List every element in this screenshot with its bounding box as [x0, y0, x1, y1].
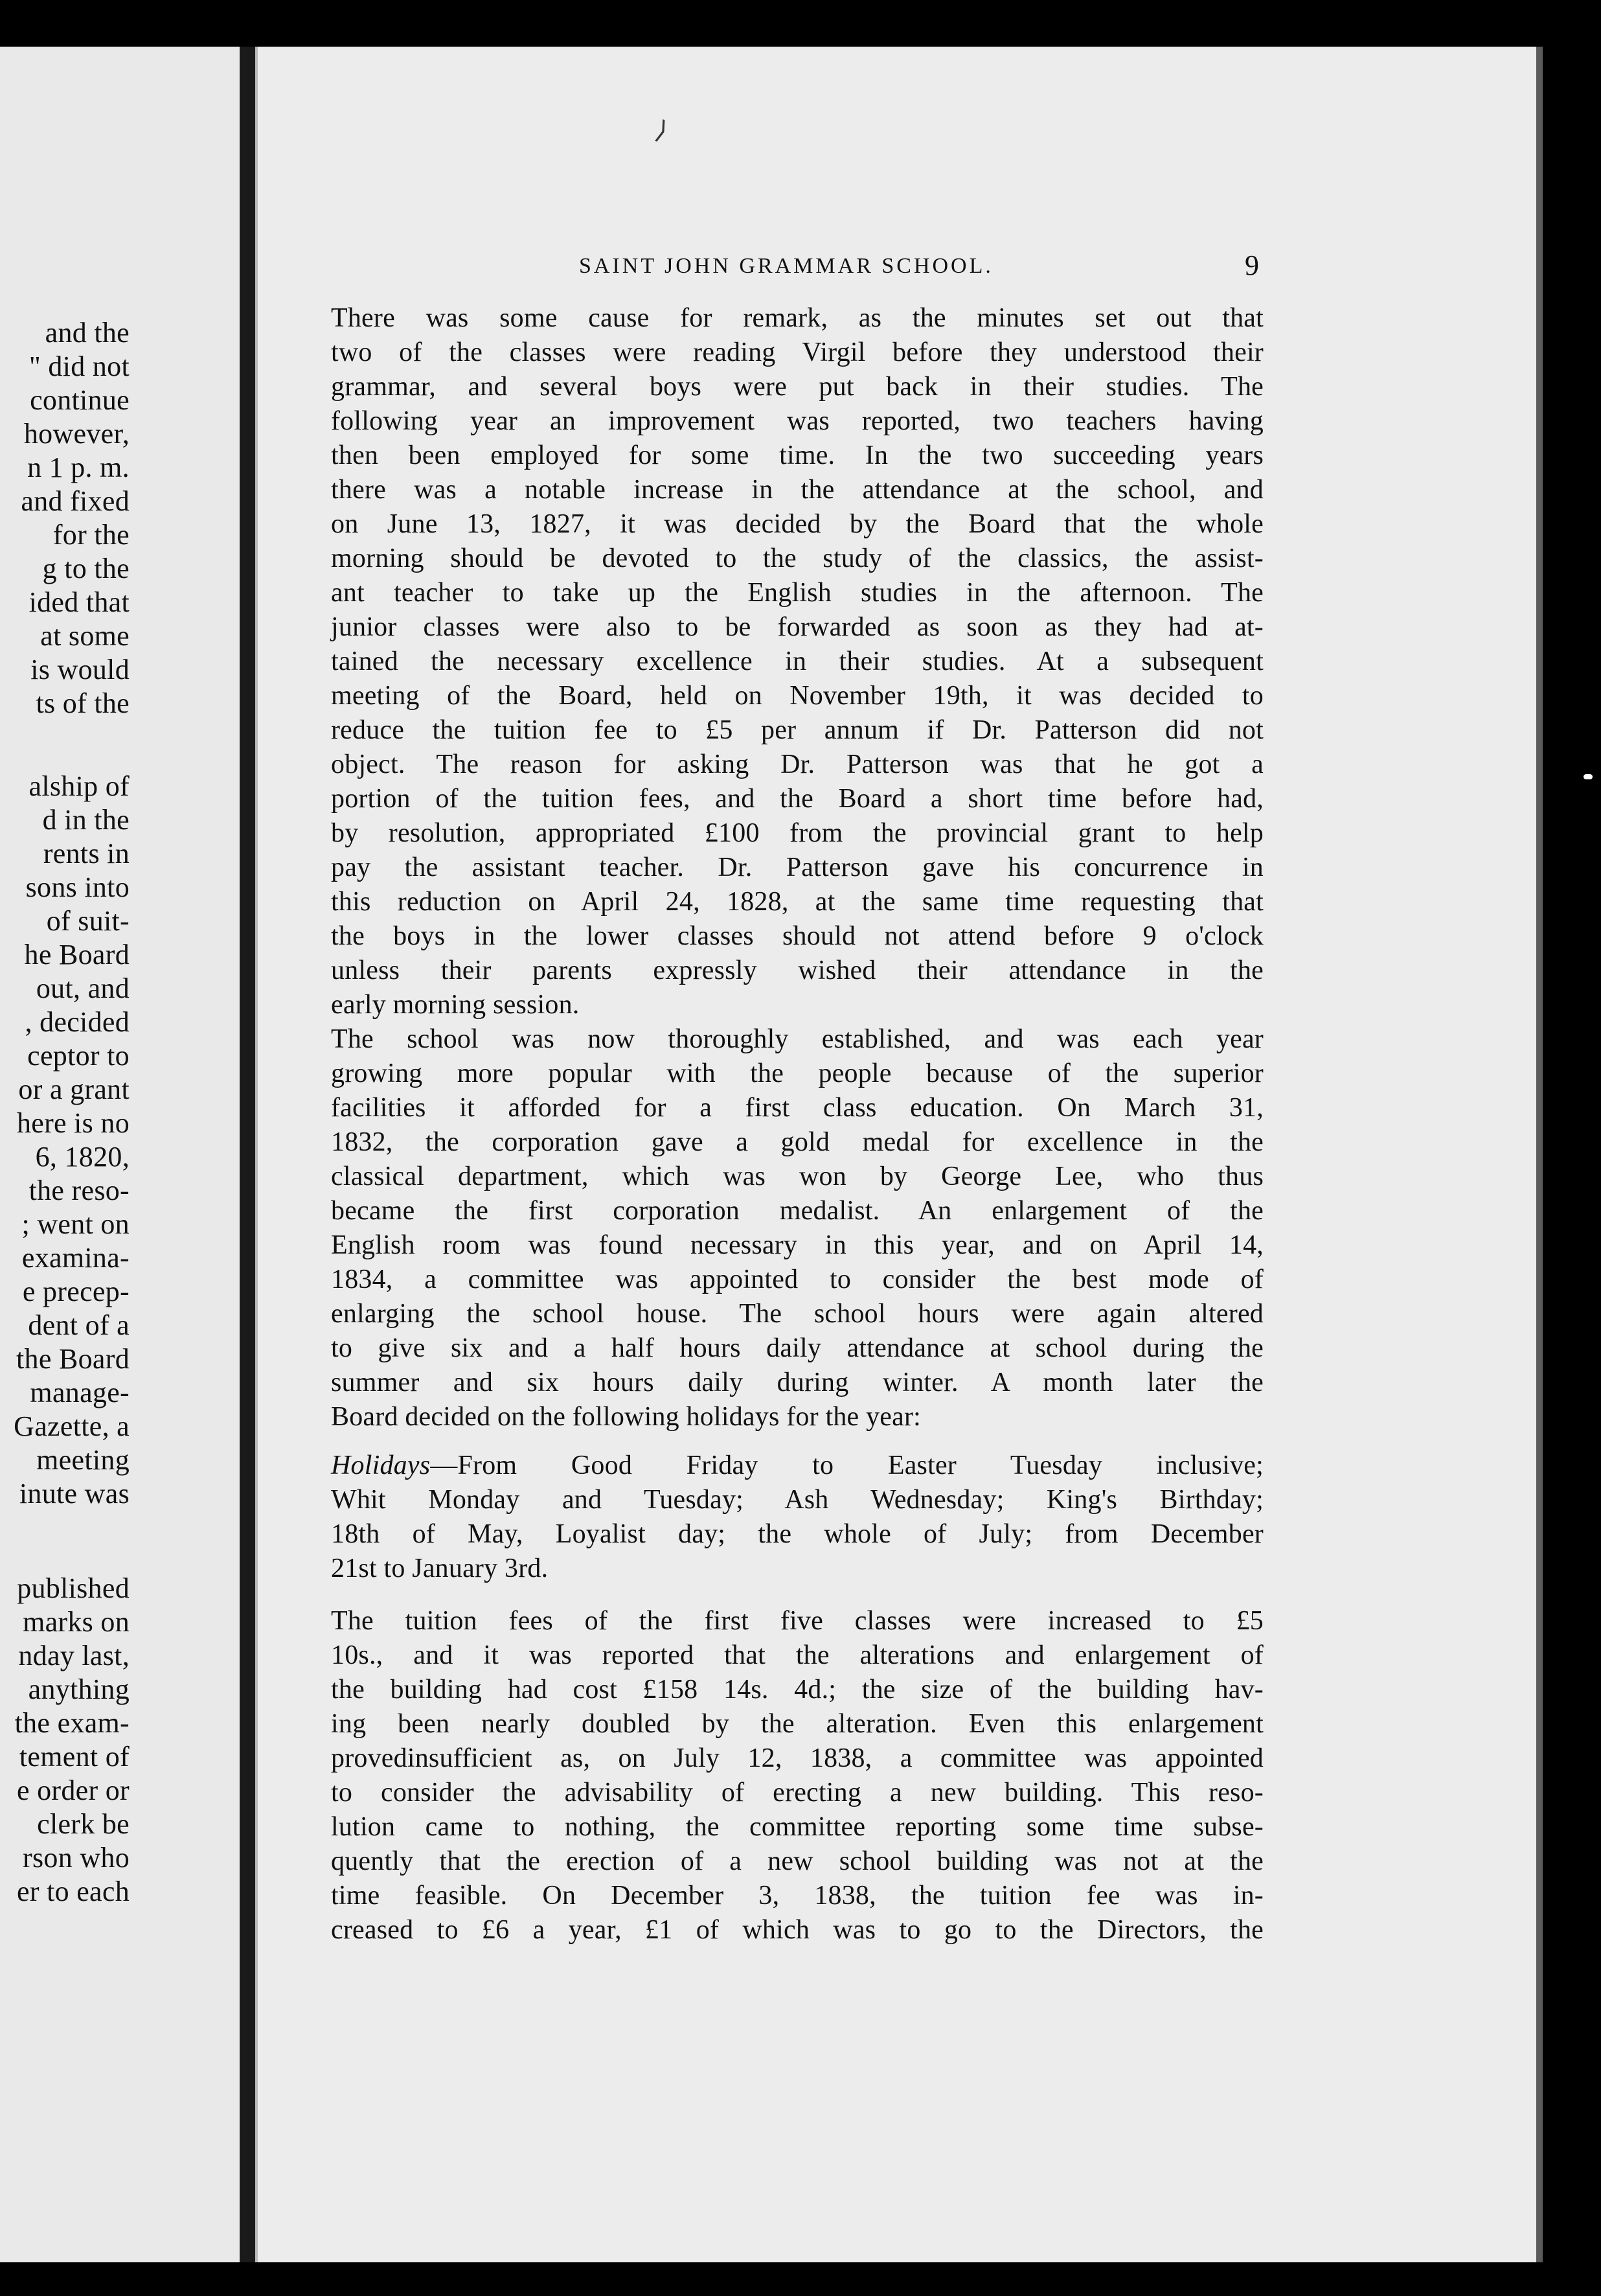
- text-line: following year an improvement was reported, two teachers having: [331, 406, 1264, 436]
- text-line: on June 13, 1827, it was decided by the Board that the whole: [331, 509, 1264, 539]
- left-page-line: anything: [28, 1673, 130, 1705]
- left-page-line: er to each: [17, 1876, 130, 1907]
- left-page-line: out, and: [36, 972, 130, 1004]
- text-line: 1832, the corporation gave a gold medal for excellence in the: [331, 1127, 1264, 1157]
- scan-mark: ⟩: [652, 115, 672, 146]
- left-page-line: meeting: [36, 1444, 130, 1476]
- text-line: meeting of the Board, held on November 19th, it was decided to: [331, 681, 1264, 711]
- text-line: by resolution, appropriated £100 from the provincial grant to help: [331, 818, 1264, 848]
- left-page-line: tement of: [19, 1741, 130, 1773]
- text-line: 1834, a committee was appointed to consider the best mode of: [331, 1265, 1264, 1294]
- text-line: this reduction on April 24, 1828, at the same time requesting that: [331, 887, 1264, 917]
- text-line: enlarging the school house. The school hours were again altered: [331, 1299, 1264, 1329]
- text-line: The school was now thoroughly established, and was each year: [331, 1024, 1264, 1054]
- left-page-line: or a grant: [18, 1073, 130, 1105]
- text-line: reduce the tuition fee to £5 per annum if Dr. Patterson did not: [331, 715, 1264, 745]
- left-page-line: continue: [30, 384, 130, 416]
- left-page-line: sons into: [25, 871, 130, 903]
- left-page-fragment: [0, 47, 240, 2262]
- text-line: portion of the tuition fees, and the Board a short time before had,: [331, 784, 1264, 814]
- left-page-line: at some: [40, 620, 130, 652]
- text-line: then been employed for some time. In the two succeeding years: [331, 441, 1264, 470]
- text-line: The tuition fees of the first five classes were increased to £5: [331, 1606, 1264, 1636]
- text-line: 21st to January 3rd.: [331, 1554, 549, 1583]
- left-page-line: is would: [30, 654, 130, 685]
- text-line: grammar, and several boys were put back in their studies. The: [331, 372, 1264, 402]
- left-page-line: examina-: [21, 1242, 130, 1274]
- text-line: classical department, which was won by George Lee, who thus: [331, 1162, 1264, 1191]
- text-line: [331, 1449, 1264, 1482]
- text-line: English room was found necessary in this year, and on April 14,: [331, 1230, 1264, 1260]
- left-page-line: Gazette, a: [14, 1410, 130, 1442]
- text-line: pay the assistant teacher. Dr. Patterson gave his concurrence in: [331, 853, 1264, 882]
- left-page-line: e precep-: [22, 1276, 130, 1307]
- holidays-text: —From Good Friday to Easter Tuesday inclusive;: [430, 1451, 1264, 1480]
- text-line: time feasible. On December 3, 1838, the tuition fee was in-: [331, 1881, 1264, 1911]
- left-page-line: clerk be: [37, 1808, 130, 1840]
- left-page-line: e order or: [16, 1774, 130, 1806]
- running-header: SAINT JOHN GRAMMAR SCHOOL.: [579, 254, 994, 278]
- left-page-line: g to the: [42, 553, 130, 584]
- left-page-line: for the: [52, 519, 130, 551]
- text-line: to consider the advisability of erecting a new building. This reso-: [331, 1778, 1264, 1808]
- left-page-line: ceptor to: [27, 1040, 130, 1072]
- left-page-line: dent of a: [28, 1309, 130, 1341]
- left-page-line: the reso-: [28, 1175, 130, 1206]
- text-line: morning should be devoted to the study of the classics, the assist-: [331, 544, 1264, 573]
- left-page-line: rson who: [23, 1842, 130, 1874]
- book-gutter: [240, 47, 255, 2262]
- left-page-line: ts of the: [36, 687, 130, 719]
- text-line: early morning session.: [331, 990, 580, 1020]
- text-line: there was a notable increase in the attendance at the school, and: [331, 475, 1264, 505]
- text-line: Whit Monday and Tuesday; Ash Wednesday; King's Birthday;: [331, 1485, 1264, 1515]
- left-page-line: the Board: [16, 1343, 130, 1375]
- left-page-line: he Board: [24, 939, 130, 970]
- left-page-line: , decided: [25, 1006, 130, 1038]
- text-line: the building had cost £158 14s. 4d.; the size of the building hav-: [331, 1675, 1264, 1705]
- left-page-line: 6, 1820,: [35, 1141, 130, 1173]
- text-line: tained the necessary excellence in their studies. At a subsequent: [331, 647, 1264, 676]
- text-line: unless their parents expressly wished their attendance in the: [331, 956, 1264, 985]
- text-line: became the first corporation medalist. An enlargement of the: [331, 1196, 1264, 1226]
- text-line: creased to £6 a year, £1 of which was to go to the Directors, the: [331, 1915, 1264, 1945]
- text-line: provedinsufficient as, on July 12, 1838, a committee was appointed: [331, 1743, 1264, 1773]
- text-line: to give six and a half hours daily attendance at school during the: [331, 1333, 1264, 1363]
- left-page-line: of suit-: [46, 905, 130, 937]
- left-page-line: marks on: [23, 1606, 130, 1638]
- left-page-line: published: [17, 1572, 130, 1604]
- text-line: There was some cause for remark, as the minutes set out that: [331, 303, 1264, 333]
- page-number: 9: [1245, 249, 1259, 281]
- text-line: 10s., and it was reported that the alterations and enlargement of: [331, 1640, 1264, 1670]
- left-page-line: rents in: [43, 838, 130, 869]
- left-page-line: nday last,: [18, 1640, 130, 1671]
- left-page-line: manage-: [30, 1377, 130, 1408]
- text-line: the boys in the lower classes should not attend before 9 o'clock: [331, 921, 1264, 951]
- holidays-label: Holidays: [331, 1451, 431, 1480]
- left-page-line: d in the: [42, 804, 130, 836]
- left-page-line: the exam-: [14, 1707, 130, 1739]
- left-page-line: n 1 p. m.: [27, 452, 130, 483]
- text-line: lution came to nothing, the committee reporting some time subse-: [331, 1812, 1264, 1842]
- text-line: summer and six hours daily during winter. A month later the: [331, 1368, 1264, 1397]
- left-page-line: inute was: [19, 1478, 130, 1510]
- text-line: ing been nearly doubled by the alteration. Even this enlargement: [331, 1709, 1264, 1739]
- page-edge: [1536, 47, 1543, 2262]
- text-line: Board decided on the following holidays for the year:: [331, 1402, 922, 1432]
- left-page-line: however,: [23, 418, 130, 450]
- text-line: ant teacher to take up the English studies in the afternoon. The: [331, 578, 1264, 608]
- left-page-line: and the: [45, 317, 130, 349]
- scan-speck: [1584, 774, 1593, 779]
- text-line: object. The reason for asking Dr. Patterson was that he got a: [331, 750, 1264, 779]
- left-page-line: ; went on: [21, 1208, 130, 1240]
- text-line: growing more popular with the people because of the superior: [331, 1059, 1264, 1088]
- text-line: 18th of May, Loyalist day; the whole of July; from December: [331, 1519, 1264, 1549]
- text-line: facilities it afforded for a first class education. On March 31,: [331, 1093, 1264, 1123]
- text-line: two of the classes were reading Virgil before they understood their: [331, 338, 1264, 367]
- text-line: junior classes were also to be forwarded as soon as they had at-: [331, 612, 1264, 642]
- left-page-line: alship of: [28, 770, 130, 802]
- text-line: quently that the erection of a new school building was not at the: [331, 1846, 1264, 1876]
- left-page-line: here is no: [16, 1107, 130, 1139]
- left-page-line: ided that: [28, 586, 130, 618]
- left-page-line: and fixed: [21, 485, 130, 517]
- left-page-line: " did not: [28, 350, 130, 382]
